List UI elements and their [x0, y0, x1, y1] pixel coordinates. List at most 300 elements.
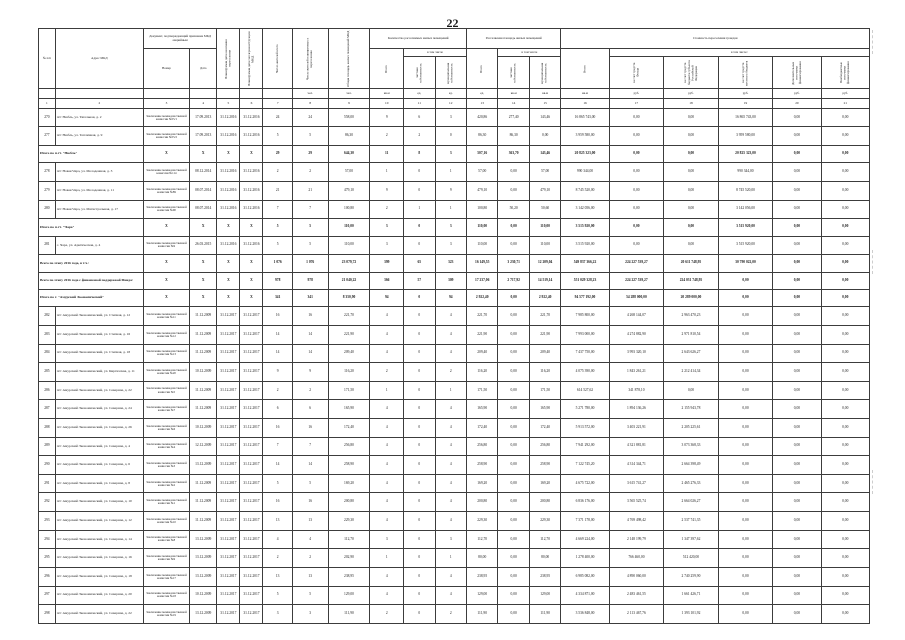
value-cell: 13.12.2009 [190, 549, 217, 568]
value-cell: 0 [404, 400, 435, 419]
value-cell: 11.12.2009 [190, 381, 217, 400]
header-area-incl: в том числе [498, 49, 561, 57]
value-cell: 0,00 [718, 381, 773, 400]
value-cell: 31.12.2016 [217, 108, 240, 127]
row-number-cell: 292 [39, 493, 56, 512]
value-cell: 0 [404, 363, 435, 382]
address-cell: пгт Амурский Экономический, ул. Северная, д. 22 [55, 381, 143, 400]
value-cell: 0,00 [821, 108, 869, 127]
value-cell: 238,95 [529, 567, 560, 586]
value-cell: 31.12.2016 [240, 127, 263, 146]
value-cell: 0,00 [821, 493, 869, 512]
value-cell: 13 [263, 512, 292, 531]
value-cell: 169,20 [328, 474, 370, 493]
value-cell: 479,10 [466, 182, 497, 201]
value-cell: 31.12.2016 [240, 108, 263, 127]
table-row [39, 344, 870, 363]
value-cell: 0,00 [821, 127, 869, 146]
value-cell: 2 971 810,54 [664, 325, 719, 344]
column-number-cell: 1 [39, 98, 56, 108]
value-cell: 17.09.2013 [190, 108, 217, 127]
address-cell: пгт Амурский Экономический, ул. Северная, д. 8 [55, 474, 143, 493]
value-cell: 31.12.2017 [240, 437, 263, 456]
row-number-cell: 284 [39, 344, 56, 363]
value-cell: 0,00 [821, 363, 869, 382]
value-cell: 31.12.2016 [240, 163, 263, 182]
value-cell: 31.12.2017 [217, 325, 240, 344]
value-cell: 3 [263, 605, 292, 624]
header-area-private: частная собственность [498, 57, 529, 89]
value-cell: 229,30 [328, 512, 370, 531]
value-cell: 0,00 [773, 108, 821, 127]
value-cell: 0,00 [718, 456, 773, 475]
value-cell: 3 403 221,91 [609, 419, 664, 438]
value-cell: 0,00 [821, 419, 869, 438]
value-cell: 0,00 [773, 236, 821, 255]
value-cell: 558,00 [328, 108, 370, 127]
value-cell: 978 [292, 272, 328, 289]
value-cell: 4 [435, 400, 466, 419]
value-cell: 7 [292, 200, 328, 219]
value-cell: 0,00 [498, 567, 529, 586]
value-cell: 0,00 [821, 549, 869, 568]
value-cell: 2 148 199,79 [609, 530, 664, 549]
value-cell: 0,00 [773, 530, 821, 549]
value-cell: 277,40 [498, 108, 529, 127]
value-cell: 8 745 520,00 [718, 182, 773, 201]
address-cell: с. Чара, ул. Арктическая, д. 4 [55, 236, 143, 255]
value-cell: 0 [435, 127, 466, 146]
value-cell: 2 212 414,34 [664, 363, 719, 382]
value-cell: 2 922,40 [529, 290, 560, 307]
value-cell: 3 230,71 [498, 255, 529, 272]
value-cell: X [190, 146, 217, 163]
value-cell: 0,00 [821, 219, 869, 236]
header-cost-local: за счет средств местного бюджета [718, 57, 773, 89]
table-row [39, 419, 870, 438]
header-residents-planned: Число жителей планируемых к переселению [292, 29, 328, 89]
value-cell: 57,00 [529, 163, 560, 182]
value-cell: 110,00 [466, 236, 497, 255]
row-number-cell: 288 [39, 419, 56, 438]
value-cell: X [217, 219, 240, 236]
table-row [39, 307, 870, 326]
value-cell: 21 [263, 182, 292, 201]
value-cell: 0,00 [498, 605, 529, 624]
value-cell: 238,95 [328, 567, 370, 586]
value-cell: 0 [404, 290, 435, 307]
value-cell: 6 [292, 400, 328, 419]
doc-name-cell: Заключение межведомственной комиссии №20 [143, 363, 189, 382]
value-cell: 112,70 [328, 530, 370, 549]
value-cell: 3 565 525,74 [609, 493, 664, 512]
value-cell: 16 [263, 419, 292, 438]
value-cell: 31.12.2017 [217, 605, 240, 624]
value-cell: 8 745 520,00 [561, 182, 609, 201]
value-cell: 20 825 323,00 [718, 146, 773, 163]
value-cell: 31.12.2016 [240, 236, 263, 255]
value-cell: 363,70 [498, 146, 529, 163]
value-cell: 3 [435, 108, 466, 127]
value-cell: 0 [404, 549, 435, 568]
value-cell: 7 [263, 437, 292, 456]
value-cell: 11.12.2009 [190, 474, 217, 493]
value-cell: 116,20 [466, 363, 497, 382]
value-cell: 21 040,22 [328, 272, 370, 289]
header-cost-group: Стоимость переселения граждан [561, 29, 870, 49]
value-cell: 14 [263, 325, 292, 344]
column-numbers-row [39, 98, 870, 108]
value-cell: 0,00 [718, 530, 773, 549]
column-number-cell: 2 [55, 98, 143, 108]
value-cell: 3 [370, 236, 404, 255]
doc-name-cell: Заключение межведомственной комиссии №2 [143, 474, 189, 493]
row-number-cell: 295 [39, 549, 56, 568]
value-cell: 4 [435, 325, 466, 344]
value-cell: 0,00 [773, 400, 821, 419]
row-number-cell: 287 [39, 400, 56, 419]
value-cell: 11.12.2009 [190, 325, 217, 344]
value-cell: 6 985 082,00 [561, 567, 609, 586]
address-cell: пгт Амурский Экономический, ул. Степная, д. 18 [55, 344, 143, 363]
value-cell: 31.12.2017 [217, 307, 240, 326]
value-cell: 2 [292, 549, 328, 568]
value-cell: 31.12.2017 [240, 400, 263, 419]
value-cell: 2 113 467,76 [609, 605, 664, 624]
value-cell: 14 [292, 456, 328, 475]
value-cell: 0,00 [498, 307, 529, 326]
value-cell: 23 079,72 [328, 255, 370, 272]
value-cell: 3 [435, 530, 466, 549]
value-cell: X [190, 219, 217, 236]
table-row [39, 567, 870, 586]
header-cost-subject: за счет средств бюджета субъекта Российской Федерации [664, 57, 719, 89]
value-cell: 5 [263, 219, 292, 236]
value-cell: 3 536 848,00 [561, 605, 609, 624]
value-cell: 11.12.2009 [190, 307, 217, 326]
value-cell: X [143, 255, 189, 272]
value-cell: 0,00 [773, 363, 821, 382]
value-cell: 4 334 871,00 [561, 586, 609, 605]
value-cell: 202,90 [328, 549, 370, 568]
value-cell: 238,95 [466, 567, 497, 586]
table-row [39, 512, 870, 531]
value-cell: 3 615 741,27 [609, 474, 664, 493]
value-cell: 31.12.2017 [240, 586, 263, 605]
value-cell: 171,50 [529, 381, 560, 400]
value-cell: 0,00 [718, 272, 773, 289]
value-cell: 4 [370, 456, 404, 475]
value-cell: 31.12.2017 [217, 437, 240, 456]
value-cell: 0,00 [664, 146, 719, 163]
value-cell: 7 993 000,00 [561, 325, 609, 344]
value-cell: 1 843 261,21 [609, 363, 664, 382]
value-cell: 4 [435, 344, 466, 363]
column-number-cell: 11 [404, 98, 435, 108]
value-cell: 2 963 470,23 [664, 307, 719, 326]
value-cell: 7 122 745,20 [561, 456, 609, 475]
value-cell: 0,00 [664, 127, 719, 146]
value-cell: 57 [404, 272, 435, 289]
unit-cell: кв.м [529, 89, 560, 99]
value-cell: 0,00 [664, 236, 719, 255]
value-cell: 112,70 [466, 530, 497, 549]
value-cell: X [240, 146, 263, 163]
header-cost-incl: в том числе: [609, 49, 869, 57]
value-cell: 0,00 [821, 456, 869, 475]
value-cell: 110,00 [529, 236, 560, 255]
column-number-cell: 14 [498, 98, 529, 108]
table-row [39, 236, 870, 255]
value-cell: 4 [370, 344, 404, 363]
header-cost-extrabudget: Внебюджетные источники финансирования [821, 57, 869, 89]
value-cell: 766 460,00 [609, 549, 664, 568]
value-cell: 0,00 [609, 236, 664, 255]
value-cell: 4 075 390,00 [561, 363, 609, 382]
value-cell: 29 [292, 146, 328, 163]
value-cell: 8 350,90 [328, 290, 370, 307]
value-cell: 50,60 [529, 200, 560, 219]
value-cell: 3 515 920,00 [718, 219, 773, 236]
value-cell: 479,10 [328, 182, 370, 201]
value-cell: 4 [435, 456, 466, 475]
value-cell: 116,20 [328, 363, 370, 382]
value-cell: 0,00 [498, 381, 529, 400]
value-cell: 221,90 [328, 325, 370, 344]
address-cell: пгт Амурский Экономический, ул. Северная, д. 6 [55, 456, 143, 475]
value-cell: 256,80 [466, 437, 497, 456]
value-cell: 5 [263, 474, 292, 493]
value-cell: 0,00 [773, 419, 821, 438]
scan-edge-mark [872, 470, 882, 494]
value-cell: 31.12.2017 [240, 493, 263, 512]
value-cell: X [143, 146, 189, 163]
doc-name-cell: Заключение межведомственной комиссии №1 [143, 493, 189, 512]
value-cell: 24 [263, 108, 292, 127]
unit-cell [217, 89, 240, 99]
unit-cell [143, 89, 189, 99]
value-cell: 16 149,55 [466, 255, 497, 272]
column-number-cell: 18 [664, 98, 719, 108]
value-cell: 31.12.2017 [217, 381, 240, 400]
value-cell: X [217, 272, 240, 289]
value-cell: 0,00 [821, 586, 869, 605]
value-cell: 0,00 [718, 344, 773, 363]
row-number-cell: 279 [39, 182, 56, 201]
value-cell: 0,00 [718, 437, 773, 456]
value-cell: 2 205 225,61 [664, 419, 719, 438]
value-cell: 129,00 [328, 586, 370, 605]
address-cell: пгт Новая Чара, ул. Молодежная, д. 3 [55, 163, 143, 182]
value-cell: 3 959 580,00 [718, 127, 773, 146]
unit-cell: ед. [435, 89, 466, 99]
value-cell: 0,00 [821, 236, 869, 255]
row-number-cell: 277 [39, 127, 56, 146]
value-cell: 5 [263, 236, 292, 255]
value-cell: 0,00 [821, 381, 869, 400]
value-cell: 224 227 539,27 [609, 255, 664, 272]
doc-name-cell: Заключение межведомственной комиссии №11 [143, 307, 189, 326]
value-cell: 0,00 [498, 493, 529, 512]
doc-name-cell: Заключение межведомственной комиссии №5 [143, 381, 189, 400]
value-cell: 221,70 [328, 307, 370, 326]
value-cell: 13 [292, 567, 328, 586]
value-cell: X [217, 290, 240, 307]
value-cell: 4 [435, 307, 466, 326]
value-cell: 512 420,00 [664, 549, 719, 568]
header-rooms-municipal: муниципальная собственность [435, 57, 466, 89]
value-cell: X [143, 219, 189, 236]
table-row [39, 530, 870, 549]
value-cell: 16 [263, 307, 292, 326]
value-cell: 13.12.2009 [190, 567, 217, 586]
value-cell: 0,00 [498, 437, 529, 456]
value-cell: 31.12.2017 [240, 381, 263, 400]
value-cell: 31.12.2017 [240, 363, 263, 382]
value-cell: 0,00 [498, 549, 529, 568]
value-cell: 0 [404, 586, 435, 605]
subtotal-row [39, 146, 870, 163]
value-cell: 0,00 [773, 512, 821, 531]
value-cell: 341 878,10 [609, 381, 664, 400]
value-cell: 3 142 056,00 [561, 200, 609, 219]
row-number-cell: 296 [39, 567, 56, 586]
value-cell: 5 [263, 127, 292, 146]
column-number-cell: 8 [292, 98, 328, 108]
value-cell: 3 [370, 219, 404, 236]
value-cell: 31.12.2016 [240, 200, 263, 219]
value-cell: 990 344,00 [718, 163, 773, 182]
value-cell: 1 076 [292, 255, 328, 272]
value-cell: 258,90 [328, 456, 370, 475]
value-cell: 31.12.2016 [217, 200, 240, 219]
value-cell: 0,00 [609, 163, 664, 182]
doc-name-cell: Заключение межведомственной комиссии №3 [143, 456, 189, 475]
header-rooms-all: Всего [370, 49, 404, 89]
value-cell: 209,40 [529, 344, 560, 363]
subtotal-row [39, 272, 870, 289]
value-cell: 0 [404, 381, 435, 400]
value-cell: 978 [263, 272, 292, 289]
value-cell: 258,90 [466, 456, 497, 475]
column-number-cell: 19 [718, 98, 773, 108]
header-plan-end-demolish: Планируемая дата сноса/реконструкции МКД [240, 29, 263, 89]
value-cell: 13.12.2009 [190, 530, 217, 549]
value-cell: 200,80 [466, 493, 497, 512]
doc-name-cell: Заключение межведомственной комиссии №4 [143, 437, 189, 456]
value-cell: 0,00 [498, 163, 529, 182]
value-cell: 7 985 800,00 [561, 307, 609, 326]
header-residents: Число жителей всего [263, 29, 292, 89]
value-cell: 0,00 [718, 307, 773, 326]
value-cell: 10.12.2009 [190, 419, 217, 438]
value-cell: X [240, 272, 263, 289]
value-cell: 14 519,14 [529, 272, 560, 289]
scan-edge-mark [872, 30, 882, 54]
value-cell: 94 577 192,00 [561, 290, 609, 307]
value-cell: 0,00 [821, 474, 869, 493]
value-cell: 4 [370, 325, 404, 344]
value-cell: 16 865 743,00 [718, 108, 773, 127]
value-cell: 3 [435, 146, 466, 163]
value-cell: 5 [292, 219, 328, 236]
value-cell: 2 717,92 [498, 272, 529, 289]
value-cell: 1 076 [263, 255, 292, 272]
value-cell: 165,90 [466, 400, 497, 419]
address-cell: пгт Нюбль, ул. Тепличная, д. 9 [55, 127, 143, 146]
doc-name-cell: Заключение межведомственной комиссии №12 [143, 325, 189, 344]
value-cell: 9 [292, 363, 328, 382]
value-cell: 16 [292, 493, 328, 512]
value-cell: 14 [292, 344, 328, 363]
value-cell: 0 [404, 219, 435, 236]
header-doc-group: Документ, подтверждающий признание МКД аварийным [143, 29, 216, 49]
value-cell: 4 314 344,71 [609, 456, 664, 475]
value-cell: 10.12.2009 [190, 363, 217, 382]
value-cell: 0,00 [821, 255, 869, 272]
value-cell: 3 142 056,00 [718, 200, 773, 219]
value-cell: 31.12.2017 [217, 456, 240, 475]
value-cell: 200,80 [529, 493, 560, 512]
column-number-cell: 16 [561, 98, 609, 108]
value-cell: X [240, 219, 263, 236]
value-cell: 11.12.2009 [190, 493, 217, 512]
value-cell: 2 643 626,27 [664, 344, 719, 363]
value-cell: 31.12.2017 [217, 344, 240, 363]
value-cell: 990 344,00 [561, 163, 609, 182]
value-cell: 4 274 882,90 [609, 325, 664, 344]
address-cell: пгт Амурский Экономический, ул. Северная, д. 22 [55, 605, 143, 624]
value-cell: 224 227 539,27 [609, 272, 664, 289]
value-cell: 2 [404, 127, 435, 146]
value-cell: 13 [292, 512, 328, 531]
value-cell: 0,00 [498, 456, 529, 475]
value-cell: 0 [404, 567, 435, 586]
value-cell: 0,00 [718, 363, 773, 382]
value-cell: 0 [404, 512, 435, 531]
value-cell: 116,20 [529, 363, 560, 382]
value-cell: 366 [370, 272, 404, 289]
table-row [39, 400, 870, 419]
value-cell: 3 [435, 219, 466, 236]
units-row [39, 89, 870, 99]
unit-cell [190, 89, 217, 99]
value-cell: 0,00 [773, 605, 821, 624]
value-cell: 31.12.2017 [217, 586, 240, 605]
value-cell: 0,00 [609, 200, 664, 219]
table-row [39, 493, 870, 512]
row-number-cell: 285 [39, 363, 56, 382]
value-cell: 2 [292, 381, 328, 400]
value-cell: 309 [435, 272, 466, 289]
column-number-cell: 6 [240, 98, 263, 108]
value-cell: 0,00 [773, 437, 821, 456]
value-cell: 0 [404, 163, 435, 182]
value-cell: 0,00 [821, 437, 869, 456]
value-cell: 31.12.2017 [240, 567, 263, 586]
value-cell: 5 [292, 127, 328, 146]
table-row [39, 456, 870, 475]
value-cell: 4 [370, 474, 404, 493]
subtotal-label: Итого по п.гт. "Чара" [39, 219, 144, 236]
value-cell: 1 [435, 381, 466, 400]
value-cell: 31.12.2017 [240, 549, 263, 568]
value-cell: 7 437 750,00 [561, 344, 609, 363]
value-cell: X [217, 146, 240, 163]
doc-name-cell: Заключение межведомственной комиссии №90 [143, 200, 189, 219]
value-cell: 0,00 [773, 290, 821, 307]
value-cell: X [143, 272, 189, 289]
